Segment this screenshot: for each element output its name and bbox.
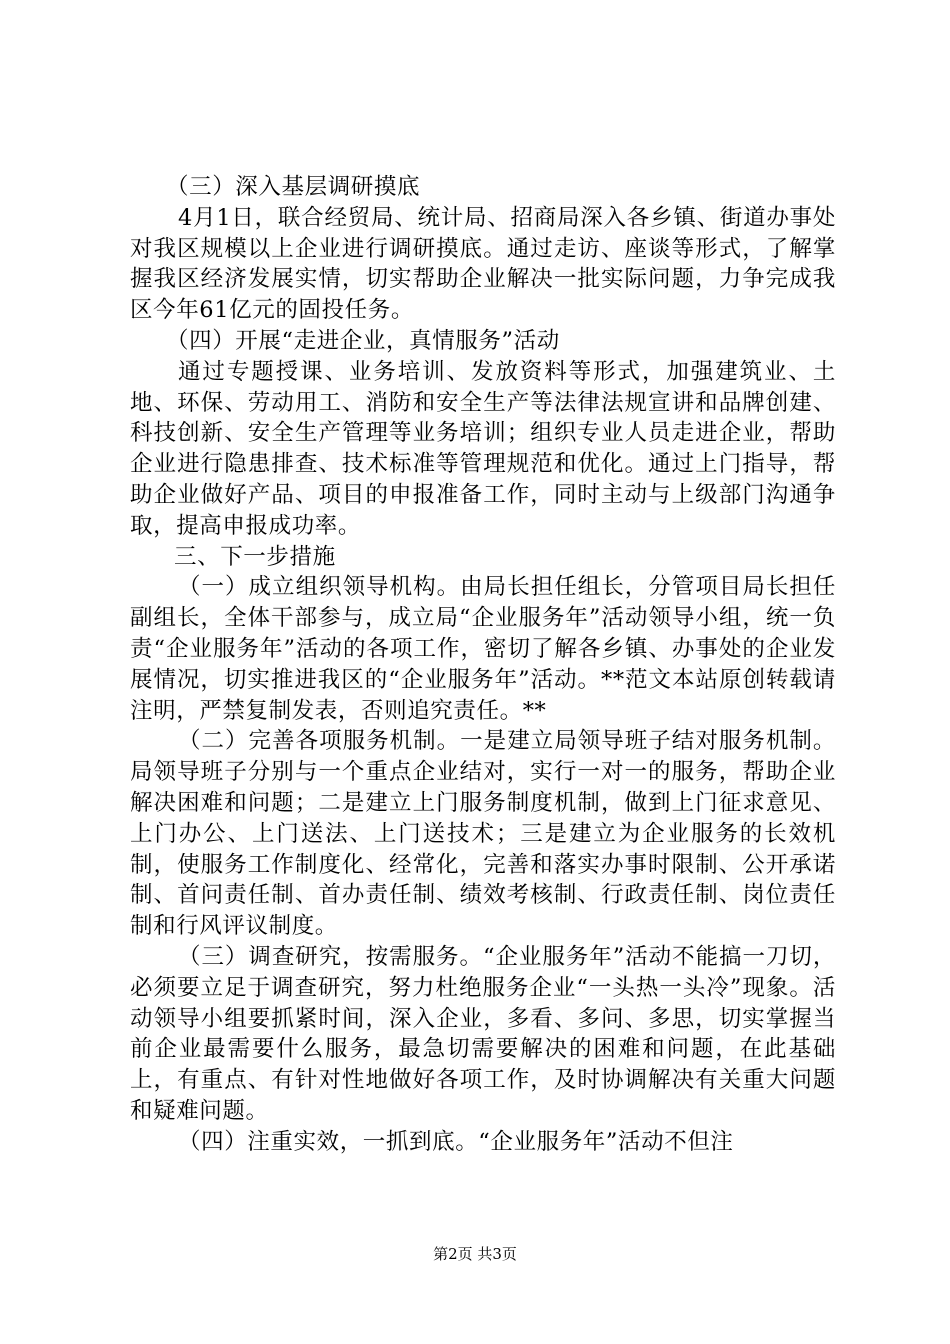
- paragraph-leadership-organization: （一）成立组织领导机构。由局长担任组长，分管项目局长担任副组长，全体干部参与，成立局“企业服务年”活动领导小组，统一负责“企业服务年”活动的各项工作，密切了解各乡镇、办事处的企业发展情况，切实推进我区的“企业服务年”活动。**范文本站原创转载请注明，严禁复制发表，否则追究责任。**: [130, 574, 836, 724]
- document-body: [130, 172, 836, 1158]
- paragraph-service-mechanisms: （二）完善各项服务机制。一是建立局领导班子结对服务机制。局领导班子分别与一个重点企业结对，实行一对一的服务，帮助企业解决困难和问题；二是建立上门服务制度机制，做到上门征求意见、上门办公、上门送法、上门送技术；三是建立为企业服务的长效机制，使服务工作制度化、经常化，完善和落实办事时限制、公开承诺制、首问责任制、首办责任制、绩效考核制、行政责任制、岗位责任制和行风评议制度。: [130, 728, 836, 940]
- paragraph-training: 通过专题授课、业务培训、发放资料等形式，加强建筑业、土地、环保、劳动用工、消防和安全生产等法律法规宣讲和品牌创建、科技创新、安全生产管理等业务培训；组织专业人员走进企业，帮助企业进行隐患排查、技术标准等管理规范和优化。通过上门指导，帮助企业做好产品、项目的申报准备工作，同时主动与上级部门沟通争取，提高申报成功率。: [130, 358, 836, 539]
- section-heading-next-steps: 三、下一步措施: [174, 543, 336, 570]
- paragraph-effectiveness: （四）注重实效，一抓到底。“企业服务年”活动不但注: [178, 1128, 734, 1155]
- paragraph-investigation: （三）调查研究，按需服务。“企业服务年”活动不能搞一刀切，必须要立足于调查研究，努力杜绝服务企业“一头热一头冷”现象。活动领导小组要抓紧时间，深入企业，多看、多问、多思，切实掌握当前企业最需要什么服务，最急切需要解决的困难和问题，在此基础上，有重点、有针对性地做好各项工作，及时协调解决有关重大问题和疑难问题。: [130, 943, 836, 1124]
- heading-deep-research: （三）深入基层调研摸底: [166, 174, 421, 200]
- heading-enterprise-service-activity: （四）开展“走进企业，真情服务”活动: [166, 327, 560, 354]
- page-number-footer: 第2页 共3页: [433, 1245, 517, 1263]
- paragraph-research-visit: 4月1日，联合经贸局、统计局、招商局深入各乡镇、街道办事处对我区规模以上企业进行调研摸底。通过走访、座谈等形式，了解掌握我区经济发展实情，切实帮助企业解决一批实际问题，力争完成我区今年61亿元的固投任务。: [130, 204, 836, 324]
